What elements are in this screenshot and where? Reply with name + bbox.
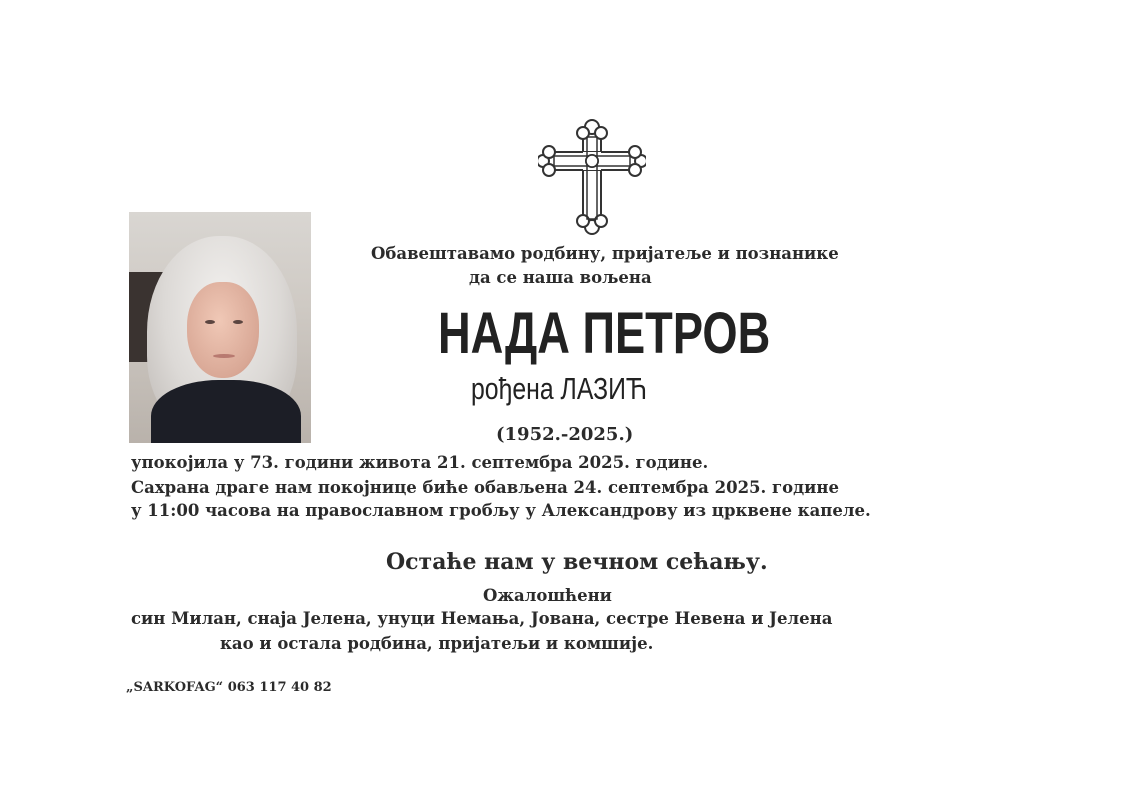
family-line-1: син Милан, снаја Јелена, унуци Немања, Јована, сестре Невена и Јелена: [131, 609, 833, 628]
death-info-line: упокојила у 73. години живота 21. септембра 2025. године.: [131, 453, 709, 472]
orthodox-cross-icon: [538, 117, 646, 235]
portrait-photo: [129, 212, 311, 443]
intro-line-2: да се наша вољена: [469, 268, 652, 287]
deceased-name: НАДА ПЕТРОВ: [438, 301, 771, 366]
maiden-name: рођена ЛАЗИЋ: [471, 371, 648, 406]
funeral-time-line: у 11:00 часова на православном гробљу у Александрову из црквене капеле.: [131, 501, 871, 520]
funeral-info-line: Сахрана драге нам покојнице биће обављена 24. септембра 2025. године: [131, 478, 839, 497]
memory-line: Остаће нам у вечном сећању.: [386, 549, 768, 575]
mourners-label: Ожалошћени: [483, 586, 612, 605]
family-line-2: као и остала родбина, пријатељи и комшије.: [220, 634, 654, 653]
life-years: (1952.-2025.): [496, 424, 634, 445]
intro-line-1: Обавештавамо родбину, пријатеље и познанике: [371, 244, 839, 263]
footer-contact: „SARKOFAG“ 063 117 40 82: [126, 680, 332, 695]
